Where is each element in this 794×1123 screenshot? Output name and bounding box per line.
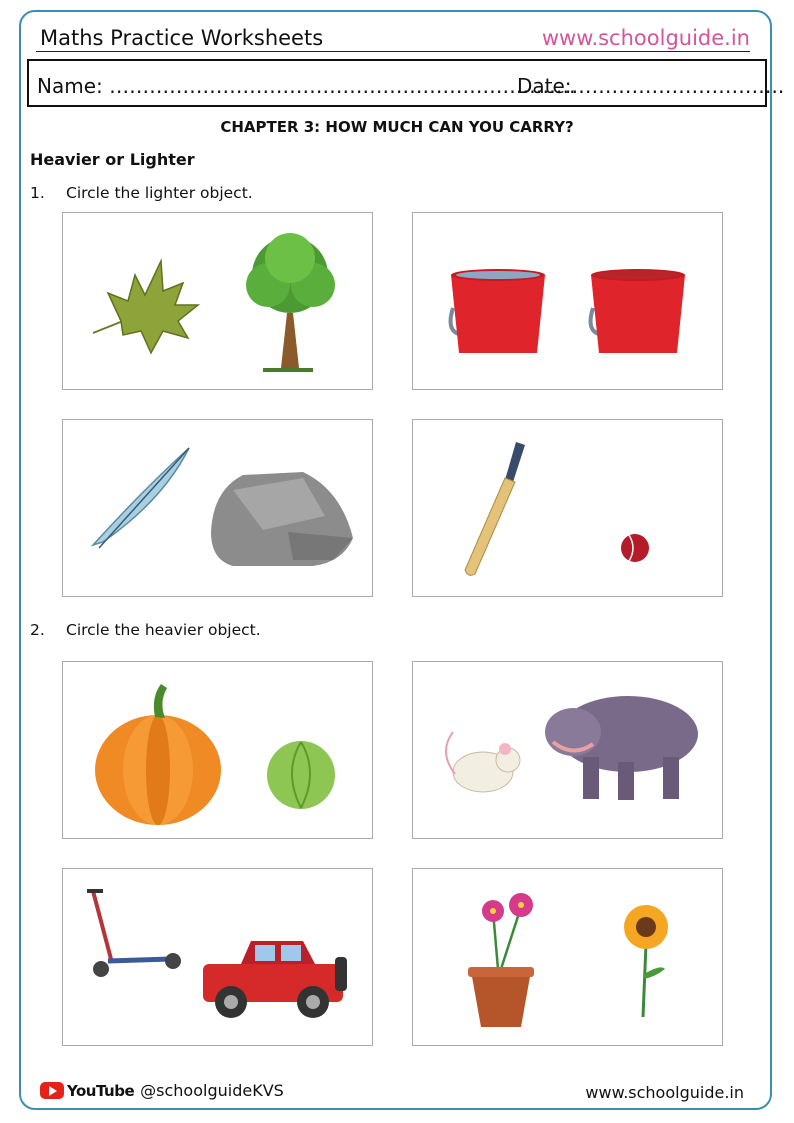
card-scooter-jeep[interactable] (62, 868, 373, 1046)
card-bat-ball[interactable] (412, 419, 723, 597)
question-2-number: 2. (30, 621, 45, 639)
jeep-image[interactable] (203, 941, 347, 1018)
worksheet-title: Maths Practice Worksheets (40, 26, 324, 50)
footer-youtube[interactable] (40, 1081, 284, 1100)
kick-scooter-image[interactable] (87, 891, 181, 977)
card-pumpkin-cabbage[interactable] (62, 661, 373, 839)
cricket-bat-image[interactable] (465, 442, 525, 575)
maple-leaf-image[interactable] (93, 261, 198, 353)
section-heading: Heavier or Lighter (30, 150, 195, 169)
bucket-left-image[interactable] (451, 269, 545, 353)
youtube-play-icon (40, 1082, 64, 1099)
card-mouse-hippo[interactable] (412, 661, 723, 839)
footer-website-link[interactable]: www.schoolguide.in (585, 1083, 744, 1102)
youtube-wordmark: YouTube (67, 1081, 135, 1100)
card-feather-rock[interactable] (62, 419, 373, 597)
header-underline (36, 51, 750, 52)
card-leaf-tree[interactable] (62, 212, 373, 390)
feather-image[interactable] (93, 448, 189, 548)
pumpkin-image[interactable] (95, 684, 221, 825)
card-flowerpot-sunflower[interactable] (412, 868, 723, 1046)
date-field-label: Date:………………………….. (517, 74, 785, 98)
question-1-number: 1. (30, 184, 45, 202)
name-field-label: Name: ……………………………………………………………. (37, 74, 576, 98)
question-2 (30, 621, 261, 639)
name-date-box (27, 59, 785, 107)
header-website-link[interactable]: www.schoolguide.in (541, 26, 750, 50)
question-1-text: Circle the lighter object. (66, 184, 253, 202)
mouse-image[interactable] (446, 732, 520, 792)
card-buckets[interactable] (412, 212, 723, 390)
flower-pot-image[interactable] (468, 893, 534, 1027)
cabbage-image[interactable] (267, 741, 335, 809)
youtube-handle[interactable]: @schoolguideKVS (140, 1081, 284, 1100)
sunflower-image[interactable] (624, 905, 668, 1017)
tree-image[interactable] (246, 233, 335, 370)
rock-image[interactable] (211, 472, 353, 566)
bucket-right-image[interactable] (591, 269, 685, 353)
cricket-ball-image[interactable] (621, 534, 649, 562)
question-1 (30, 184, 253, 202)
hippo-image[interactable] (545, 696, 698, 800)
question-2-text: Circle the heavier object. (66, 621, 261, 639)
chapter-heading: CHAPTER 3: HOW MUCH CAN YOU CARRY? (220, 118, 574, 136)
